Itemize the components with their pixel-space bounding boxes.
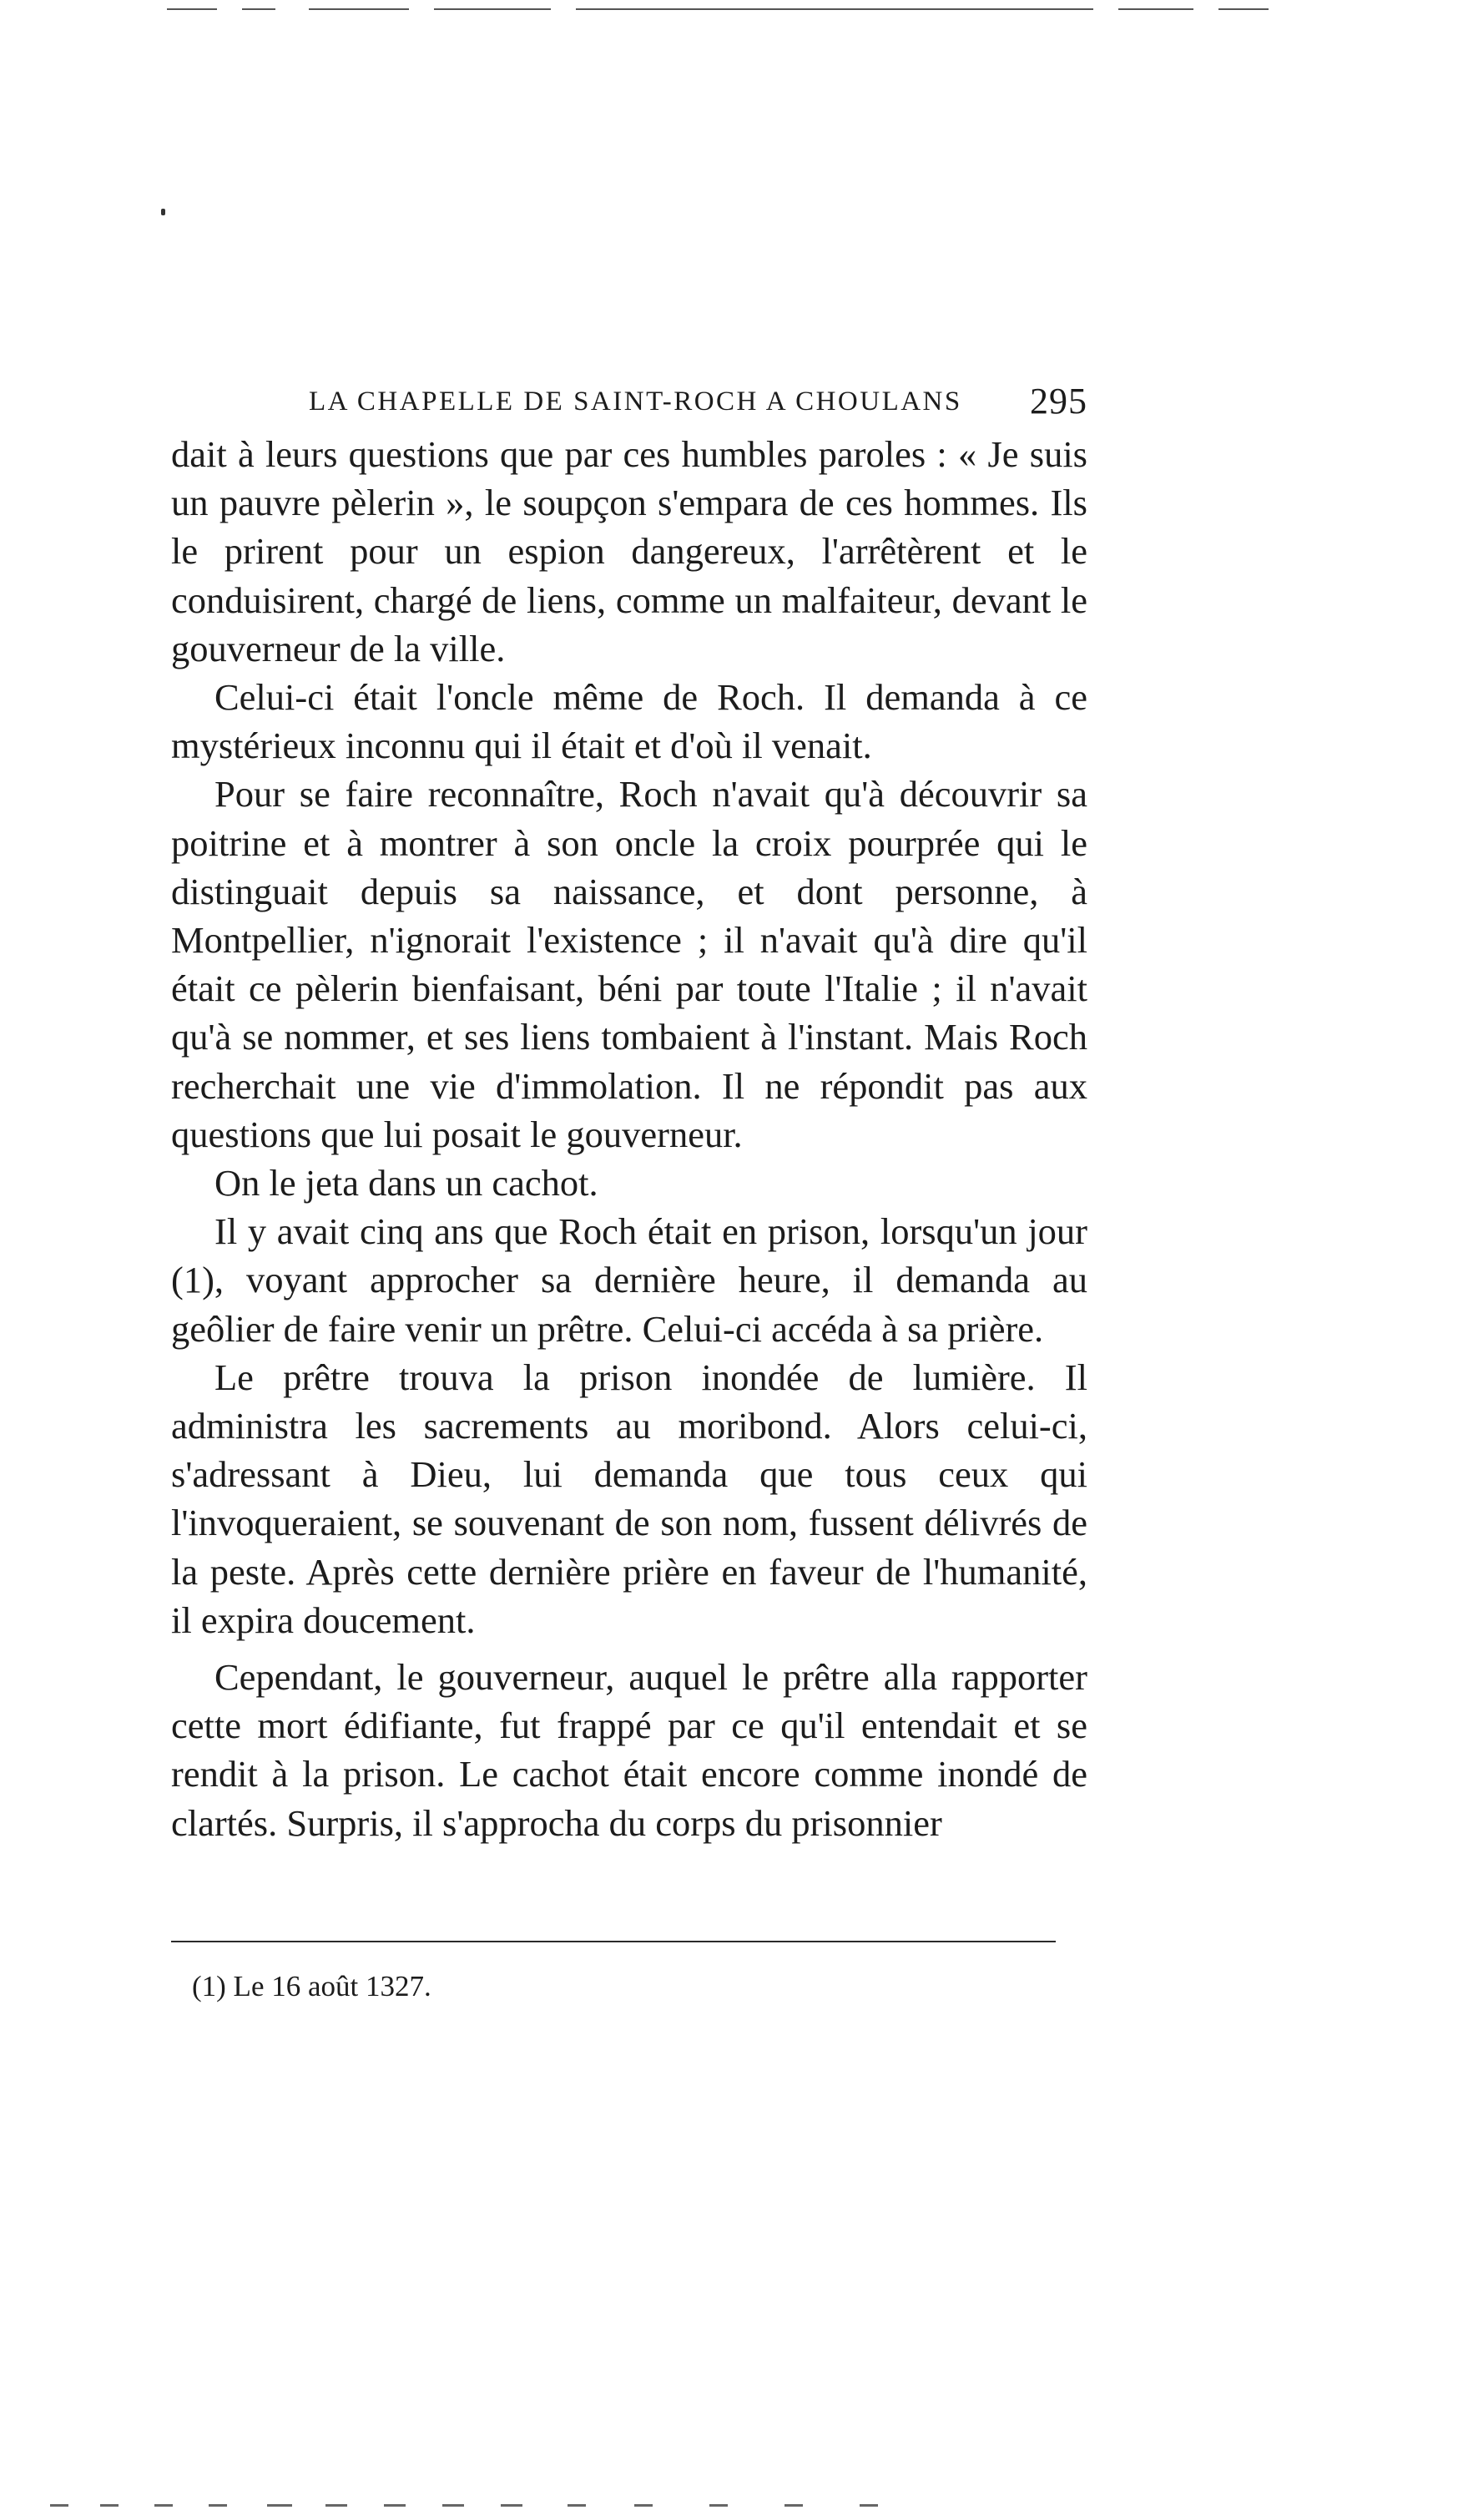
paragraph: Celui-ci était l'oncle même de Roch. Il demanda à ce mystérieux inconnu qui il était et d'où il venait. xyxy=(171,676,1087,767)
paragraph: Il y avait cinq ans que Roch était en prison, lorsqu'un jour (1), voyant approcher sa dernière heure, il demanda au geôlier de faire venir un prêtre. Celui-ci accéda à sa prière. xyxy=(171,1210,1087,1350)
paragraph: On le jeta dans un cachot. xyxy=(214,1162,598,1204)
running-head xyxy=(171,380,1087,430)
footnote-rule xyxy=(171,1941,1056,1942)
running-title: LA CHAPELLE DE SAINT-ROCH A CHOULANS xyxy=(309,386,962,417)
paragraph-gap xyxy=(171,1644,1087,1653)
paragraph: Cependant, le gouverneur, auquel le prêtre alla rapporter cette mort édifiante, fut frappé par ce qu'il entendait et se rendit à la prison. Le cachot était encore comme inondé de clartés. Surpris, il s'approcha du corps du prisonnier xyxy=(171,1656,1087,1844)
paragraph: Le prêtre trouva la prison inondée de lumière. Il administra les sacrements au moribond. Alors celui-ci, s'adressant à Dieu, lui demanda que tous ceux qui l'invoqueraient, se souvenant de son nom, fussent délivrés de la peste. Après cette dernière prière en faveur de l'humanité, il expira doucement. xyxy=(171,1356,1087,1641)
footnote: (1) Le 16 août 1327. xyxy=(192,1970,431,2002)
body-text xyxy=(171,430,1087,1847)
paragraph: Pour se faire reconnaître, Roch n'avait qu'à découvrir sa poitrine et à montrer à son oncle la croix pourprée qui le distinguait depuis sa naissance, et dont personne, à Montpellier, n'ignorait l'existence ; il n'avait qu'à dire qu'il était ce pèlerin bienfaisant, béni par toute l'Italie ; il n'avait qu'à se nommer, et ses liens tombaient à l'instant. Mais Roch recherchait une vie d'immolation. Il ne répondit pas aux questions que lui posait le gouverneur. xyxy=(171,773,1087,1155)
page-number: 295 xyxy=(1030,381,1087,422)
scan-edge-marks-bottom xyxy=(50,2504,968,2509)
scan-edge-marks-top xyxy=(167,8,1302,13)
book-page xyxy=(171,380,1087,2002)
scan-speck xyxy=(161,209,165,215)
paragraph: dait à leurs questions que par ces humbles paroles : « Je suis un pauvre pèlerin », le soupçon s'empara de ces hommes. Ils le prirent pour un espion dangereux, l'arrêtèrent et le conduisirent, chargé de liens, comme un malfaiteur, devant le gouverneur de la ville. xyxy=(171,433,1087,669)
